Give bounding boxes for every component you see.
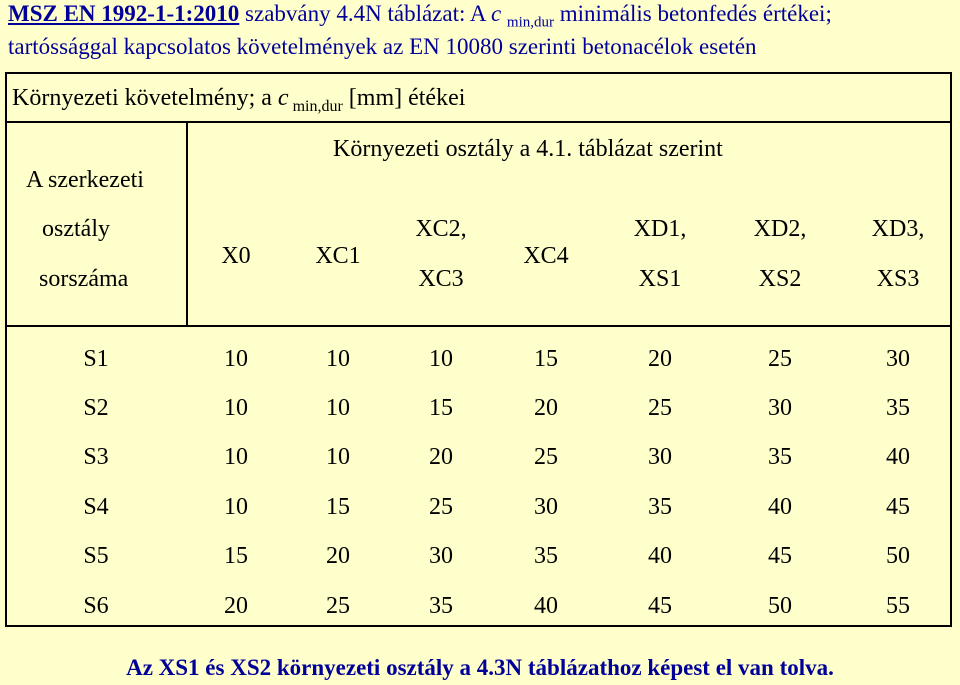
table-cell: 30 <box>886 346 910 372</box>
column-header-5-line-2: XS2 <box>758 266 802 292</box>
row-label: S5 <box>83 543 109 569</box>
row-label: S2 <box>83 395 109 421</box>
table-cell: 30 <box>534 494 558 520</box>
table-cell: 30 <box>648 444 672 470</box>
table-cell: 35 <box>768 444 792 470</box>
row-label: S4 <box>83 494 109 520</box>
table-title-subscript: min,dur <box>288 97 343 115</box>
table-cell: 50 <box>768 593 792 619</box>
table-cell: 20 <box>224 593 248 619</box>
table-cell: 20 <box>648 346 672 372</box>
table-cell: 45 <box>768 543 792 569</box>
table-cell: 10 <box>224 346 248 372</box>
table-cell: 15 <box>326 494 350 520</box>
table-cell: 35 <box>648 494 672 520</box>
table-cell: 40 <box>886 444 910 470</box>
standard-reference: MSZ EN 1992-1-1:2010 <box>8 1 240 26</box>
table-cell: 25 <box>534 444 558 470</box>
table-cell: 15 <box>224 543 248 569</box>
title-line-2: tartóssággal kapcsolatos követelmények az EN 10080 szerinti betonacélok esetén <box>8 33 757 59</box>
page-title <box>8 2 958 59</box>
table-cell: 20 <box>534 395 558 421</box>
table-cell: 25 <box>768 346 792 372</box>
table-cell: 45 <box>886 494 910 520</box>
column-header-5-line-1: XD2, <box>753 216 807 242</box>
table-title <box>12 85 465 116</box>
column-header-0: X0 <box>221 243 251 269</box>
table-cell: 40 <box>648 543 672 569</box>
group-header: Környezeti osztály a 4.1. táblázat szerint <box>333 136 723 162</box>
table-cell: 35 <box>429 593 453 619</box>
table-cell: 10 <box>224 494 248 520</box>
table-cell: 35 <box>534 543 558 569</box>
table-cell: 10 <box>326 346 350 372</box>
row-header-line-3: sorszáma <box>39 266 129 292</box>
title-c-symbol: c <box>490 1 502 26</box>
table-cell: 25 <box>326 593 350 619</box>
row-label: S1 <box>83 346 109 372</box>
header-bottom-line <box>5 325 952 327</box>
title-text-2: minimális betonfedés értékei; <box>554 1 832 26</box>
table-cell: 10 <box>224 444 248 470</box>
table-cell: 15 <box>429 395 453 421</box>
table-cell: 30 <box>768 395 792 421</box>
column-header-4-line-1: XD1, <box>633 216 687 242</box>
table-title-prefix: Környezeti követelmény; a <box>12 85 278 111</box>
row-label: S3 <box>83 444 109 470</box>
table-cell: 25 <box>648 395 672 421</box>
table-cell: 20 <box>429 444 453 470</box>
table-cell: 50 <box>886 543 910 569</box>
table-cell: 40 <box>768 494 792 520</box>
column-header-6-line-1: XD3, <box>871 216 925 242</box>
row-label: S6 <box>83 593 109 619</box>
table-cell: 10 <box>224 395 248 421</box>
table-title-suffix: [mm] étékei <box>342 85 466 111</box>
column-header-2-line-2: XC3 <box>418 266 464 292</box>
column-header-4-line-2: XS1 <box>638 266 682 292</box>
column-header-1: XC1 <box>315 243 361 269</box>
table-cell: 30 <box>429 543 453 569</box>
header-top-line <box>5 121 952 123</box>
row-header-line-2: osztály <box>42 216 110 242</box>
column-header-6-line-2: XS3 <box>876 266 920 292</box>
table-cell: 10 <box>326 395 350 421</box>
table-cell: 10 <box>429 346 453 372</box>
column-header-3: XC4 <box>523 243 569 269</box>
title-subscript: min,dur <box>506 14 554 31</box>
table-cell: 55 <box>886 593 910 619</box>
table-cell: 40 <box>534 593 558 619</box>
table-cell: 20 <box>326 543 350 569</box>
row-header-line-1: A szerkezeti <box>26 167 144 193</box>
row-header-divider <box>186 121 188 326</box>
table-cell: 10 <box>326 444 350 470</box>
title-text-1: szabvány 4.4N táblázat: A <box>239 1 491 26</box>
table-title-c-symbol: c <box>277 85 289 111</box>
table-cell: 25 <box>429 494 453 520</box>
table-cell: 35 <box>886 395 910 421</box>
table-cell: 45 <box>648 593 672 619</box>
table-cell: 15 <box>534 346 558 372</box>
footnote: Az XS1 és XS2 környezeti osztály a 4.3N táblázathoz képest el van tolva. <box>126 655 834 680</box>
column-header-2-line-1: XC2, <box>415 216 467 242</box>
